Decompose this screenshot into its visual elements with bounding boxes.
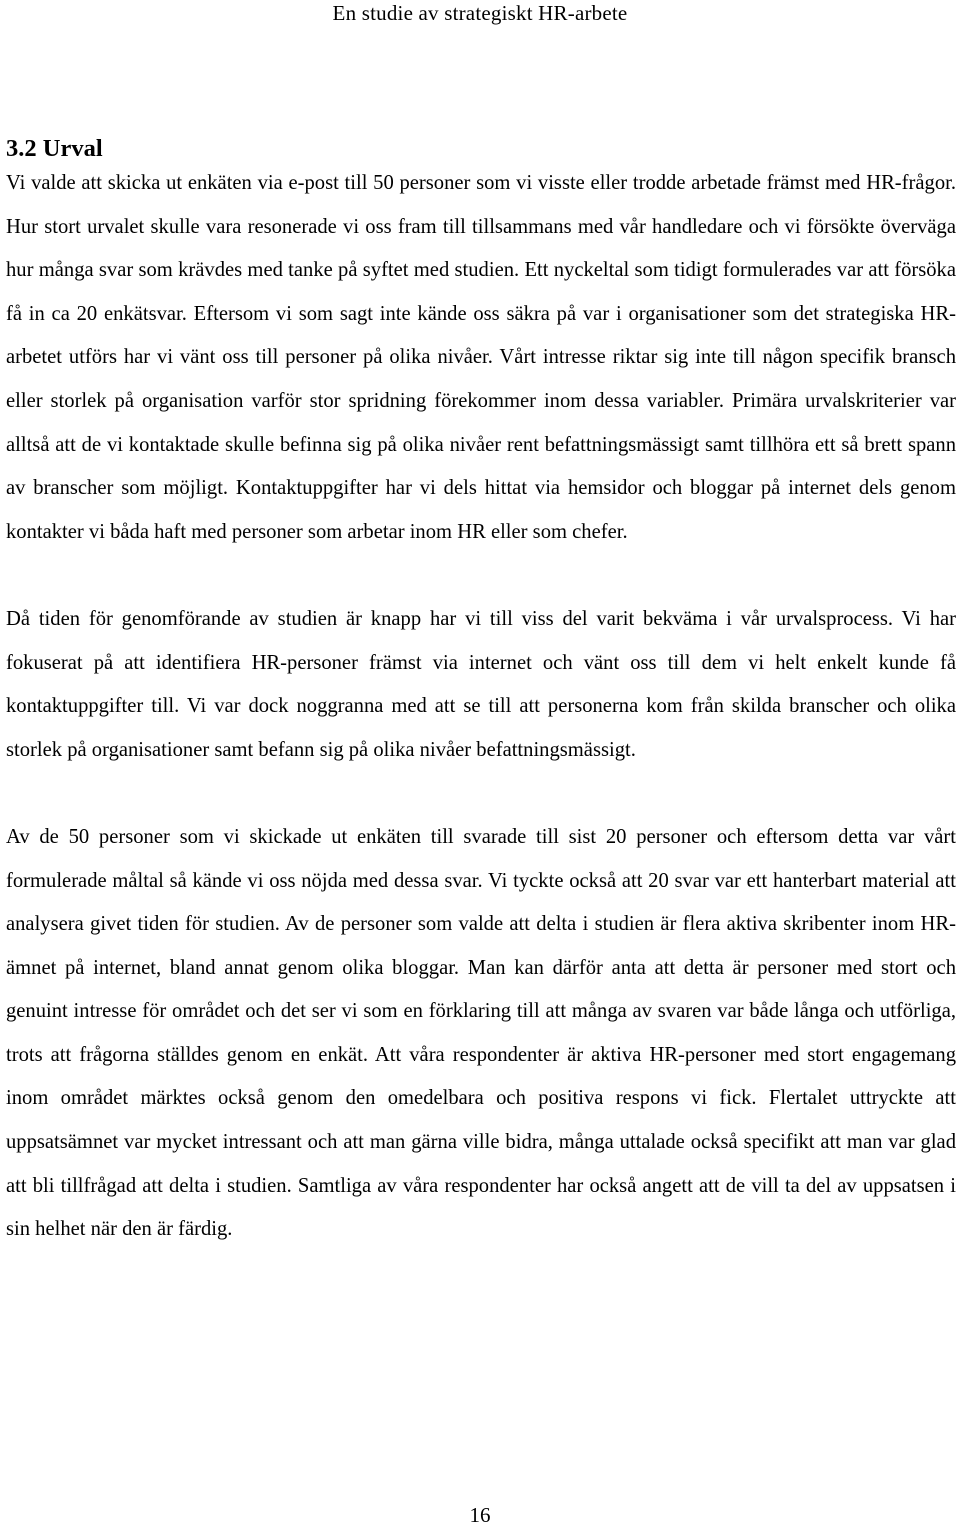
page-number: 16 xyxy=(469,1503,491,1527)
running-header: En studie av strategiskt HR-arbete xyxy=(332,1,628,25)
paragraph-sampling-method: Vi valde att skicka ut enkäten via e-post till 50 personer som vi visste eller trodde arbetade främst med HR-frågor. Hur stort urvalet skulle vara resonerade vi oss fram till tillsammans med vår handledare och vi försökte överväga hur många svar som krävdes med tanke på syftet med studien. Ett nyckeltal som tidigt formulerades var att försöka få in ca 20 enkätsvar. Eftersom vi som sagt inte kände oss säkra på var i organisationer som det strategiska HR-arbetet utförs har vi vänt oss till personer på olika nivåer. Vårt intresse riktar sig inte till någon specifik bransch eller storlek på organisation varför stor spridning förekommer inom dessa variabler. Primära urvalskriterier var alltså att de vi kontaktade skulle befinna sig på olika nivåer rent befattningsmässigt samt tillhöra ett så brett spann av branscher som möjligt. Kontaktuppgifter har vi dels hittat via hemsidor och bloggar på internet dels genom kontakter vi båda haft med personer som arbetar inom HR eller som chefer. xyxy=(6,172,956,543)
paragraph-response-outcome: Av de 50 personer som vi skickade ut enkäten till svarade till sist 20 personer och eftersom detta var vårt formulerade måltal så kände vi oss nöjda med dessa svar. Vi tyckte också att 20 svar var ett hanterbart material att analysera givet tiden för studien. Av de personer som valde att delta i studien är flera aktiva skribenter inom HR-ämnet på internet, bland annat genom olika bloggar. Man kan därför anta att detta är personer med stort och genuint intresse för området och det ser vi som en förklaring till att många av svaren var både långa och utförliga, trots att frågorna ställdes genom en enkät. Att våra respondenter är aktiva HR-personer med stort engagemang inom området märktes också genom den omedelbara och positiva respons vi fick. Flertalet uttryckte att uppsatsämnet var mycket intressant och att man gärna ville bidra, många uttalade också specifikt att man var glad att bli tillfrågad att delta i studien. Samtliga av våra respondenter har också angett att de vill ta del av uppsatsen i sin helhet när den är färdig. xyxy=(6,825,956,1241)
section-heading: 3.2 Urval xyxy=(6,135,103,162)
document-body xyxy=(6,132,956,1252)
paragraph-sampling-process: Då tiden för genomförande av studien är knapp har vi till viss del varit bekväma i vår urvalsprocess. Vi har fokuserat på att identifiera HR-personer främst via internet och vänt oss till dem vi helt enkelt kunde få kontaktuppgifter till. Vi var dock noggranna med att se till att personerna kom från skilda branscher och olika storlek på organisationer samt befann sig på olika nivåer befattningsmässigt. xyxy=(6,607,956,761)
